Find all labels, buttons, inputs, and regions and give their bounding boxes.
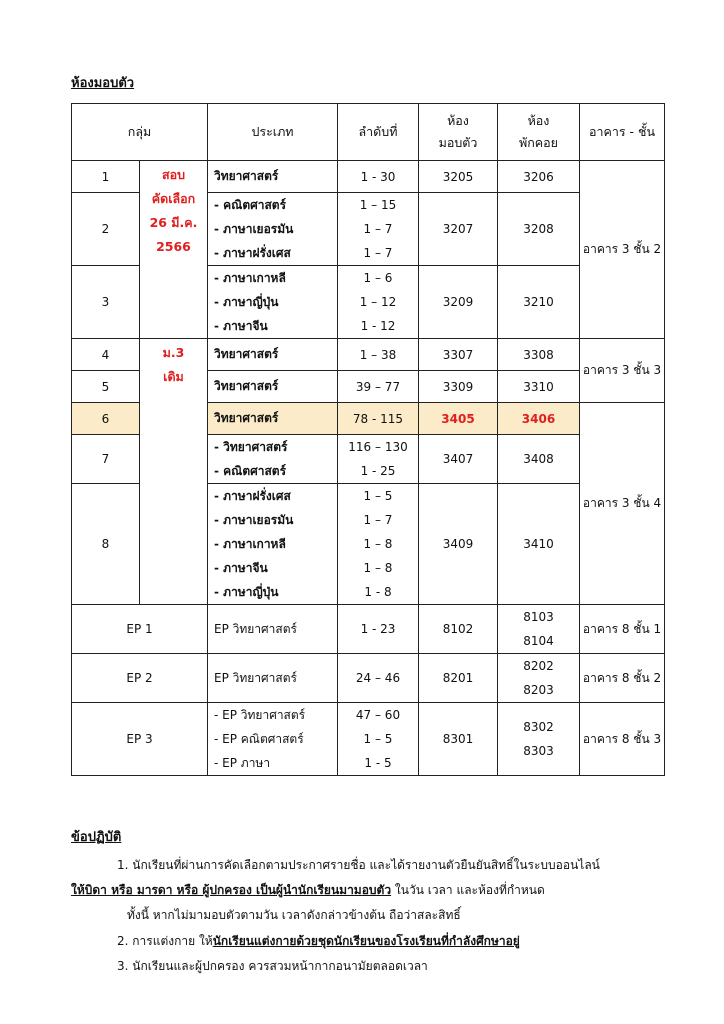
program-type: วิทยาศาสตร์	[208, 161, 338, 193]
group-number: 8	[72, 484, 140, 605]
report-room: 8201	[419, 654, 498, 703]
order-range: 1 - 30	[338, 161, 419, 193]
group-number: 4	[72, 339, 140, 371]
order-range: 1 – 38	[338, 339, 419, 371]
program-type: - คณิตศาสตร์ - ภาษาเยอรมัน - ภาษาฝรั่งเศส	[208, 193, 338, 266]
rest-room: 3210	[498, 266, 580, 339]
report-room: 8102	[419, 605, 498, 654]
order-range: 1 – 5 1 – 7 1 – 8 1 – 8 1 - 8	[338, 484, 419, 605]
order-range: 47 – 60 1 – 5 1 - 5	[338, 703, 419, 776]
building-floor: อาคาร 3 ชั้น 4	[580, 403, 665, 605]
notes-title: ข้อปฏิบัติ	[71, 830, 122, 845]
program-type: - EP วิทยาศาสตร์ - EP คณิตศาสตร์ - EP ภาษา	[208, 703, 338, 776]
order-range: 116 – 130 1 - 25	[338, 435, 419, 484]
table-header	[72, 104, 665, 161]
rest-room: 3410	[498, 484, 580, 605]
rest-room: 3310	[498, 371, 580, 403]
table-row	[72, 339, 665, 371]
order-range: 1 – 15 1 – 7 1 – 7	[338, 193, 419, 266]
group-number: 6	[72, 403, 140, 435]
program-type: - วิทยาศาสตร์ - คณิตศาสตร์	[208, 435, 338, 484]
header-type: ประเภท	[208, 104, 338, 161]
report-room: 3207	[419, 193, 498, 266]
note-1-emphasis: ให้บิดา หรือ มารดา หรือ ผู้ปกครอง เป็นผู้นำนักเรียนมามอบตัว	[71, 883, 392, 897]
program-type: วิทยาศาสตร์	[208, 371, 338, 403]
rest-room: 3408	[498, 435, 580, 484]
group-number: 7	[72, 435, 140, 484]
rest-room: 3308	[498, 339, 580, 371]
header-rest-room: ห้อง พักคอย	[498, 104, 580, 161]
note-1-line-2	[71, 881, 545, 900]
table-row	[72, 605, 665, 654]
note-1-line-1: 1. นักเรียนที่ผ่านการคัดเลือกตามประกาศรายชื่อ และได้รายงานตัวยืนยันสิทธิ์ในระบบออนไลน์	[117, 858, 600, 872]
program-type: วิทยาศาสตร์	[208, 339, 338, 371]
m3-group-label: ม.3 เดิม	[140, 339, 208, 605]
building-floor: อาคาร 3 ชั้น 3	[580, 339, 665, 403]
order-range: 1 – 6 1 – 12 1 - 12	[338, 266, 419, 339]
order-range: 78 - 115	[338, 403, 419, 435]
group-number: EP 1	[72, 605, 208, 654]
report-room: 3209	[419, 266, 498, 339]
program-type: EP วิทยาศาสตร์	[208, 654, 338, 703]
note-2	[117, 932, 520, 951]
report-room: 3407	[419, 435, 498, 484]
program-type: EP วิทยาศาสตร์	[208, 605, 338, 654]
note-2-emphasis: นักเรียนแต่งกายด้วยชุดนักเรียนของโรงเรียนที่กำลังศึกษาอยู่	[212, 934, 520, 948]
building-floor: อาคาร 8 ชั้น 1	[580, 605, 665, 654]
note-1-line-3: ทั้งนี้ หากไม่มามอบตัวตามวัน เวลาดังกล่าวข้างต้น ถือว่าสละสิทธิ์	[127, 908, 461, 922]
building-floor: อาคาร 3 ชั้น 2	[580, 161, 665, 339]
header-order: ลำดับที่	[338, 104, 419, 161]
building-floor: อาคาร 8 ชั้น 2	[580, 654, 665, 703]
group-number: 3	[72, 266, 140, 339]
header-report-room: ห้อง มอบตัว	[419, 104, 498, 161]
program-type: วิทยาศาสตร์	[208, 403, 338, 435]
rest-room: 8103 8104	[498, 605, 580, 654]
report-room: 8301	[419, 703, 498, 776]
note-1-rest: ในวัน เวลา และห้องที่กำหนด	[391, 883, 545, 897]
order-range: 39 – 77	[338, 371, 419, 403]
group-number: 1	[72, 161, 140, 193]
order-range: 24 – 46	[338, 654, 419, 703]
header-building: อาคาร - ชั้น	[580, 104, 665, 161]
order-range: 1 - 23	[338, 605, 419, 654]
program-type: - ภาษาเกาหลี - ภาษาญี่ปุ่น - ภาษาจีน	[208, 266, 338, 339]
program-type: - ภาษาฝรั่งเศส - ภาษาเยอรมัน - ภาษาเกาหลี - ภาษาจีน - ภาษาญี่ปุ่น	[208, 484, 338, 605]
report-room: 3405	[419, 403, 498, 435]
table-row	[72, 161, 665, 193]
rest-room: 3206	[498, 161, 580, 193]
rest-room: 8202 8203	[498, 654, 580, 703]
table-row	[72, 703, 665, 776]
header-group: กลุ่ม	[72, 104, 208, 161]
group-number: 2	[72, 193, 140, 266]
note-2-prefix: 2. การแต่งกาย ให้	[117, 934, 213, 948]
report-room: 3309	[419, 371, 498, 403]
section-title: ห้องมอบตัว	[71, 76, 135, 91]
rest-room: 3208	[498, 193, 580, 266]
note-3: 3. นักเรียนและผู้ปกครอง ควรสวมหน้ากากอนามัยตลอดเวลา	[117, 959, 428, 973]
rest-room: 8302 8303	[498, 703, 580, 776]
report-room-table	[71, 103, 665, 776]
exam-group-label: สอบ คัดเลือก 26 มี.ค. 2566	[140, 161, 208, 339]
group-number: 5	[72, 371, 140, 403]
report-room: 3307	[419, 339, 498, 371]
group-number: EP 2	[72, 654, 208, 703]
report-room: 3205	[419, 161, 498, 193]
rest-room: 3406	[498, 403, 580, 435]
building-floor: อาคาร 8 ชั้น 3	[580, 703, 665, 776]
table-row	[72, 654, 665, 703]
group-number: EP 3	[72, 703, 208, 776]
report-room: 3409	[419, 484, 498, 605]
